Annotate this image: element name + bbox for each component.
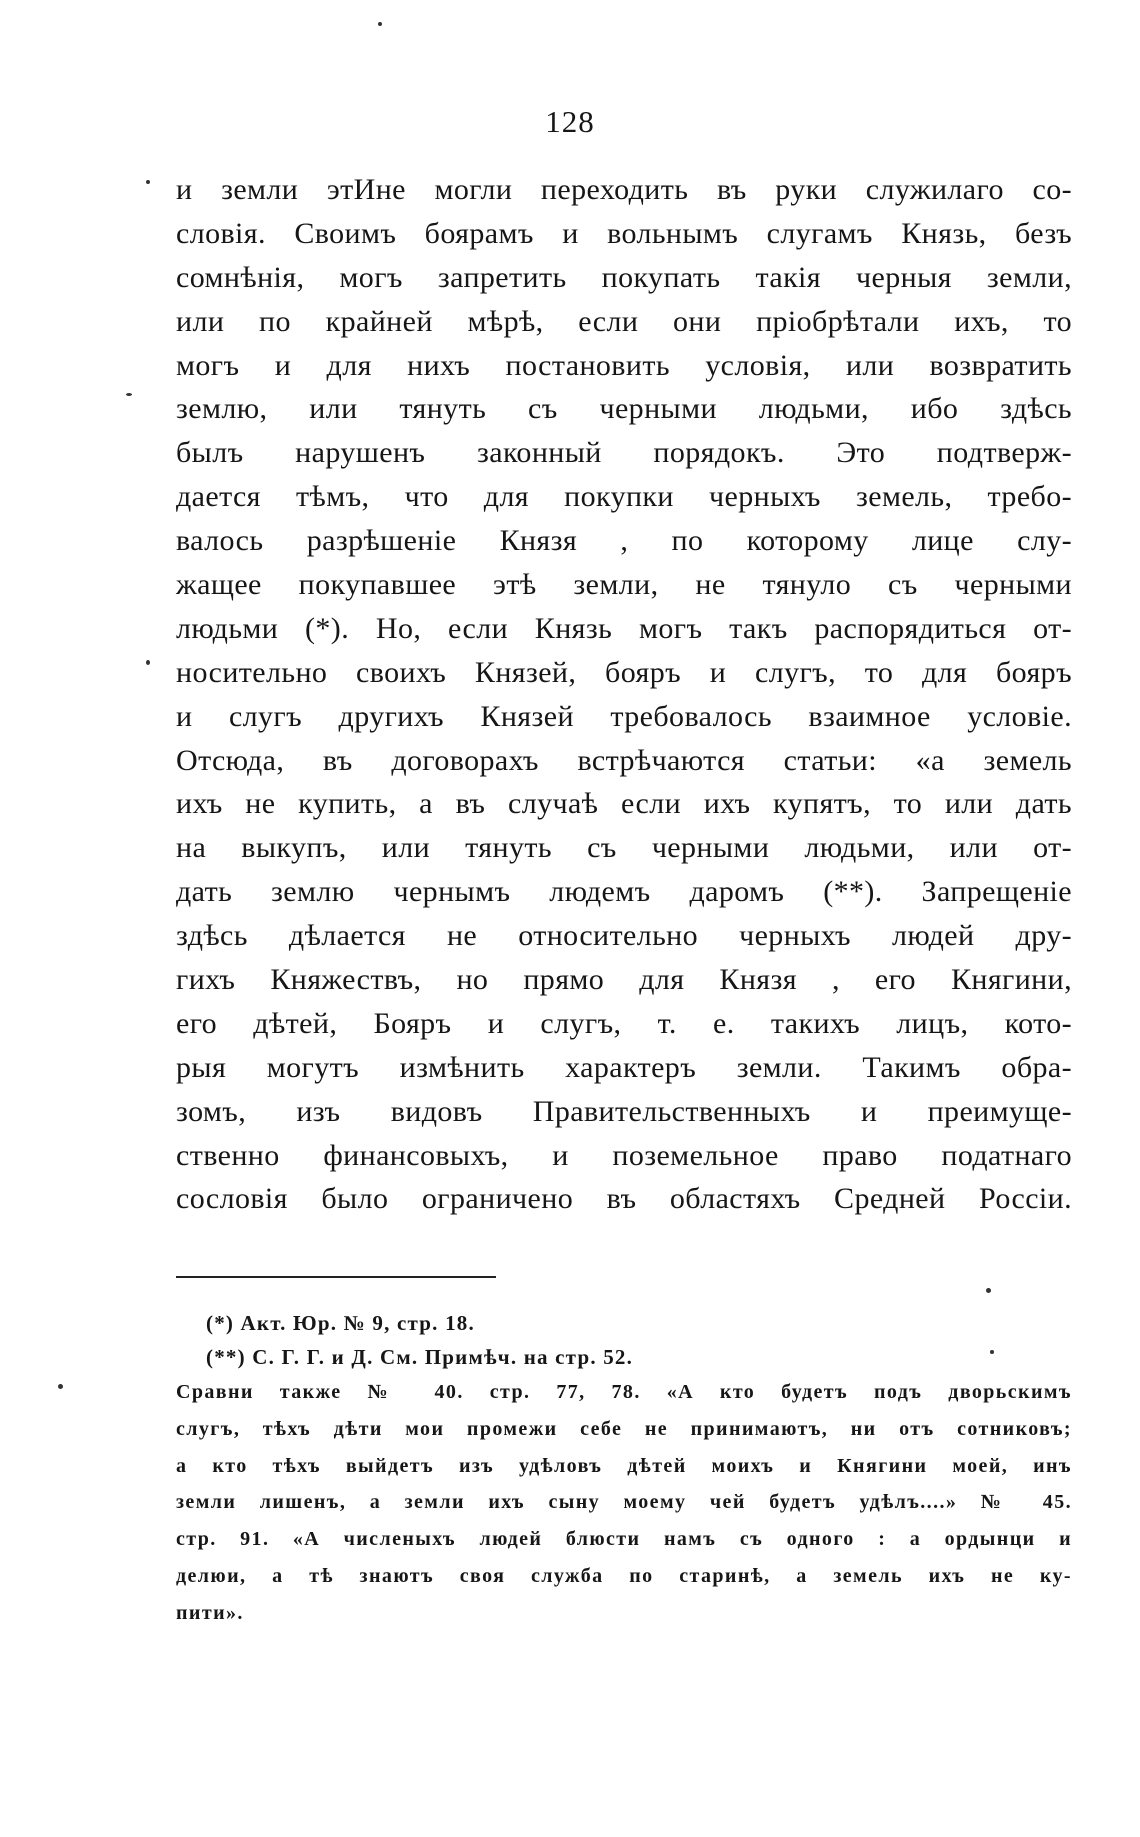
- text-line: на выкупъ, или тянуть съ черными людьми, или от-: [176, 831, 1072, 865]
- text-line: ихъ не купить, а въ случаѣ если ихъ купятъ, то или дать: [176, 787, 1072, 821]
- footnotes-block: [176, 1306, 1072, 1632]
- footnote-line: слугъ, тѣхъ дѣти мои промежи себе не принимаютъ, ни отъ сотниковъ;: [176, 1417, 1072, 1440]
- text-line: словія. Своимъ боярамъ и вольнымъ слугамъ Князь, безъ: [176, 216, 1072, 250]
- text-line: его дѣтей, Бояръ и слугъ, т. е. такихъ лицъ, кото-: [176, 1006, 1072, 1040]
- footnote-second: (**) С. Г. Г. и Д. См. Примѣч. на стр. 52.: [206, 1345, 634, 1369]
- main-text-block: [176, 168, 1072, 1221]
- scan-speck: [58, 1384, 63, 1389]
- page-number: 128: [545, 104, 595, 139]
- scan-speck: [146, 180, 150, 184]
- footnote-first: (*) Акт. Юр. № 9, стр. 18.: [206, 1311, 475, 1335]
- scan-speck: [990, 1350, 994, 1354]
- text-line: и земли этИне могли переходить въ руки служилаго со-: [176, 173, 1072, 206]
- text-line: людьми (*). Но, если Князь могъ такъ распорядиться от-: [176, 611, 1072, 645]
- text-line: могъ и для нихъ постановить условія, или возвратить: [176, 348, 1072, 382]
- text-line: зомъ, изъ видовъ Правительственныхъ и преимуще-: [176, 1094, 1072, 1128]
- text-line: ственно финансовыхъ, и поземельное право податнаго: [176, 1138, 1072, 1172]
- footnote-line: делюи, а тѣ знаютъ своя служба по старинѣ, а земель ихъ не ку-: [176, 1564, 1072, 1587]
- footnote-line: а кто тѣхъ выйдетъ изъ удѣловъ дѣтей моихъ и Княгини моей, инъ: [176, 1454, 1072, 1477]
- text-line: валось разрѣшеніе Князя , по которому лице слу-: [176, 524, 1072, 558]
- scan-speck: [378, 22, 382, 26]
- text-line: Отсюда, въ договорахъ встрѣчаются статьи: «а земель: [176, 743, 1072, 777]
- text-line: дать землю чернымъ людемъ даромъ (**). Запрещеніе: [176, 875, 1072, 909]
- text-line: сословія было ограничено въ областяхъ Средней Россіи.: [176, 1182, 1072, 1216]
- text-line: былъ нарушенъ законный порядокъ. Это подтверж-: [176, 436, 1072, 470]
- scan-speck: [146, 660, 150, 665]
- text-line: и слугъ другихъ Князей требовалось взаимное условіе.: [176, 699, 1072, 733]
- text-line: жащее покупавшее этѣ земли, не тянуло съ черными: [176, 568, 1072, 602]
- text-line: гихъ Княжествъ, но прямо для Князя , его Княгини,: [176, 963, 1072, 997]
- text-line: землю, или тянуть съ черными людьми, ибо здѣсь: [176, 392, 1072, 426]
- text-line: сомнѣнія, могъ запретить покупать такія черныя земли,: [176, 260, 1072, 294]
- footnote-line: земли лишенъ, а земли ихъ сыну моему чей будетъ удѣлъ....» № 45.: [176, 1491, 1072, 1514]
- text-line: или по крайней мѣрѣ, если они пріобрѣтали ихъ, то: [176, 304, 1072, 338]
- text-line: дается тѣмъ, что для покупки черныхъ земель, требо-: [176, 480, 1072, 514]
- footnote-line: Сравни также № 40. стр. 77, 78. «А кто будетъ подъ дворьскимъ: [176, 1381, 1072, 1403]
- scan-speck: [126, 393, 132, 396]
- text-line: рыя могутъ измѣнить характеръ земли. Такимъ обра-: [176, 1050, 1072, 1084]
- footnote-line: пити».: [176, 1601, 244, 1624]
- footnote-separator: [176, 1276, 496, 1278]
- text-line: носительно своихъ Князей, бояръ и слугъ, то для бояръ: [176, 655, 1072, 689]
- footnote-line: стр. 91. «А численыхъ людей блюсти намъ съ одного : а ордынци и: [176, 1528, 1072, 1551]
- scan-speck: [986, 1288, 991, 1293]
- text-line: здѣсь дѣлается не относительно черныхъ людей дру-: [176, 919, 1072, 953]
